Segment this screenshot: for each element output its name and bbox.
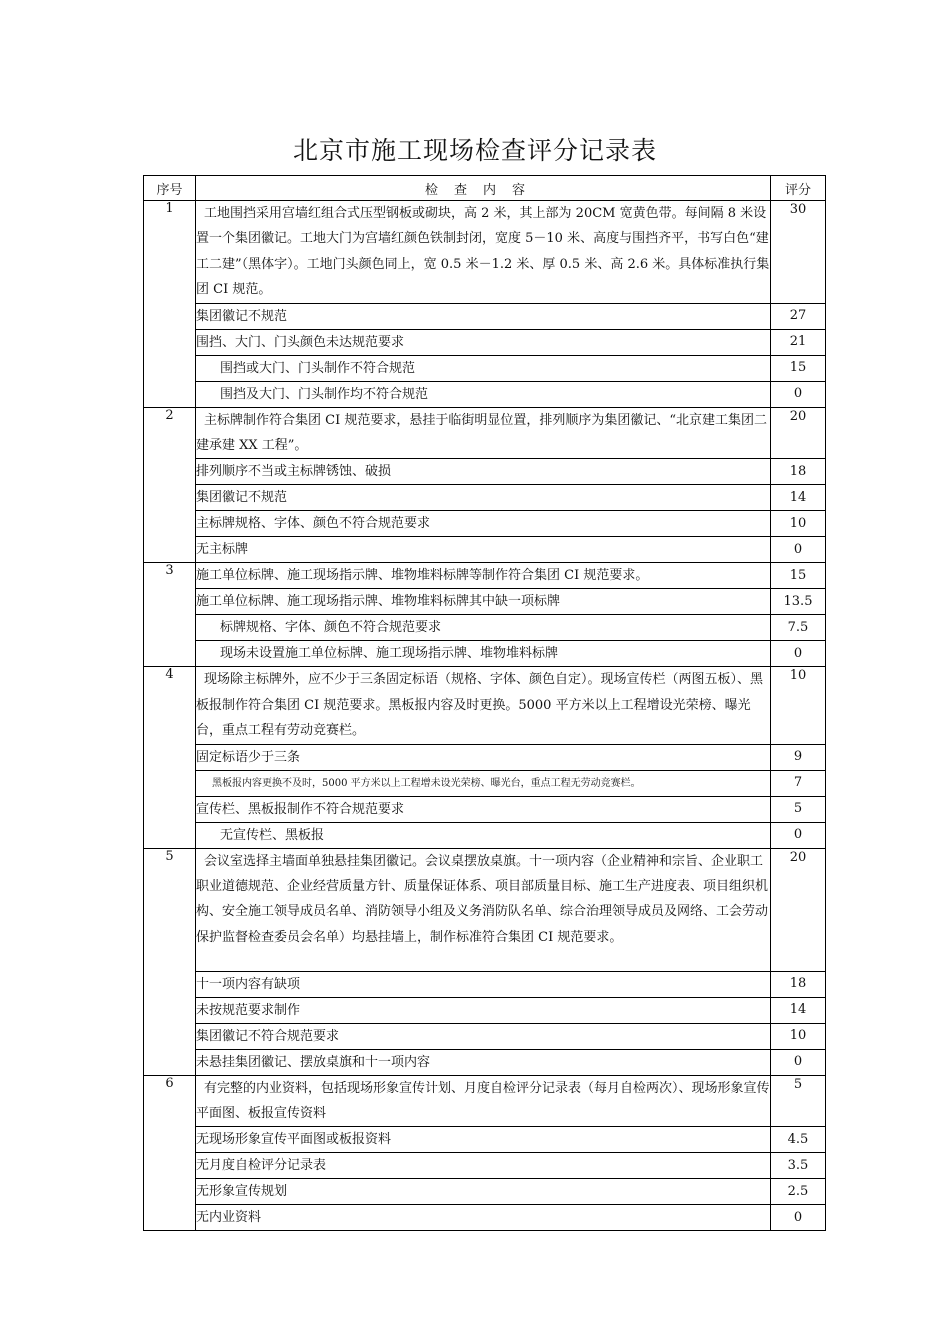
table-row: [144, 355, 826, 381]
table-row: [144, 303, 826, 329]
deduction-item: 现场未设置施工单位标牌、施工现场指示牌、堆物堆料标牌: [196, 641, 771, 667]
deduction-score: 14: [771, 997, 826, 1023]
deduction-item: 未悬挂集团徽记、摆放桌旗和十一项内容: [196, 1049, 771, 1075]
table-row: [144, 997, 826, 1023]
section-description: 主标牌制作符合集团 CI 规范要求，悬挂于临街明显位置，排列顺序为集团徽记、“北京建工集团二建承建 XX 工程”。: [196, 407, 771, 459]
deduction-item: 施工单位标牌、施工现场指示牌、堆物堆料标牌其中缺一项标牌: [196, 589, 771, 615]
table-row: [144, 1075, 826, 1127]
table-row: [144, 796, 826, 822]
deduction-score: 7.5: [771, 615, 826, 641]
section-score: 15: [771, 563, 826, 589]
deduction-score: 0: [771, 641, 826, 667]
deduction-item: 无主标牌: [196, 537, 771, 563]
deduction-score: 5: [771, 796, 826, 822]
deduction-score: 7: [771, 770, 826, 796]
deduction-item: 集团徽记不符合规范要求: [196, 1023, 771, 1049]
header-seq: 序号: [144, 176, 196, 201]
table-row: [144, 971, 826, 997]
table-row: [144, 770, 826, 796]
deduction-item: 排列顺序不当或主标牌锈蚀、破损: [196, 459, 771, 485]
table-row: [144, 201, 826, 304]
deduction-item: 固定标语少于三条: [196, 744, 771, 770]
deduction-score: 0: [771, 537, 826, 563]
section-number: 6: [144, 1075, 196, 1231]
page-title: 北京市施工现场检查评分记录表: [292, 136, 657, 165]
deduction-score: 2.5: [771, 1179, 826, 1205]
deduction-score: 10: [771, 511, 826, 537]
section-score: 20: [771, 848, 826, 971]
table-row: [144, 848, 826, 971]
deduction-score: 27: [771, 303, 826, 329]
deduction-score: 0: [771, 1049, 826, 1075]
deduction-score: 0: [771, 822, 826, 848]
deduction-score: 18: [771, 971, 826, 997]
deduction-score: 10: [771, 1023, 826, 1049]
deduction-item: 宣传栏、黑板报制作不符合规范要求: [196, 796, 771, 822]
deduction-item: 未按规范要求制作: [196, 997, 771, 1023]
table-row: [144, 511, 826, 537]
table-row: [144, 537, 826, 563]
deduction-score: 14: [771, 485, 826, 511]
table-row: [144, 1049, 826, 1075]
table-row: [144, 459, 826, 485]
deduction-item: 围挡、大门、门头颜色未达规范要求: [196, 329, 771, 355]
section-description: 施工单位标牌、施工现场指示牌、堆物堆料标牌等制作符合集团 CI 规范要求。: [196, 563, 771, 589]
deduction-score: 18: [771, 459, 826, 485]
section-score: 20: [771, 407, 826, 459]
deduction-item: 无宣传栏、黑板报: [196, 822, 771, 848]
section-description: 会议室选择主墙面单独悬挂集团徽记。会议桌摆放桌旗。十一项内容（企业精神和宗旨、企业职工职业道德规范、企业经营质量方针、质量保证体系、项目部质量目标、施工生产进度表、项目组织机构、安全施工领导成员名单、消防领导小组及义务消防队名单、综合治理领导成员及网络、工会劳动保护监督检查委员会名单）均悬挂墙上，制作标准符合集团 CI 规范要求。: [196, 848, 771, 971]
header-score: 评分: [771, 176, 826, 201]
table-row: [144, 563, 826, 589]
section-description: 现场除主标牌外，应不少于三条固定标语（规格、字体、颜色自定）。现场宣传栏（两图五板）、黑板报制作符合集团 CI 规范要求。黑板报内容及时更换。5000 平方米以上工程增设光荣榜、曝光台，重点工程有劳动竞赛栏。: [196, 667, 771, 744]
deduction-item: 围挡及大门、门头制作均不符合规范: [196, 381, 771, 407]
table-row: [144, 744, 826, 770]
section-description: 工地围挡采用宫墙红组合式压型钢板或砌块，高 2 米，其上部为 20CM 宽黄色带。每间隔 8 米设置一个集团徽记。工地大门为宫墙红颜色铁制封闭，宽度 5－10 米、高度与围挡齐平，书写白色“建工二建”（黑体字）。工地门头颜色同上，宽 0.5 米－1.2 米、厚 0.5 米、高 2.6 米。具体标准执行集团 CI 规范。: [196, 201, 771, 304]
table-row: [144, 589, 826, 615]
header-content: 检查内容: [196, 176, 771, 201]
table-row: [144, 485, 826, 511]
section-number: 5: [144, 848, 196, 1075]
table-header-row: [144, 176, 826, 201]
score-table: [143, 175, 826, 1231]
deduction-item: 黑板报内容更换不及时，5000 平方米以上工程增未设光荣榜、曝光台，重点工程无劳动竞赛栏。: [196, 770, 771, 796]
deduction-item: 集团徽记不规范: [196, 485, 771, 511]
table-row: [144, 381, 826, 407]
table-row: [144, 615, 826, 641]
table-row: [144, 667, 826, 744]
deduction-item: 标牌规格、字体、颜色不符合规范要求: [196, 615, 771, 641]
deduction-score: 9: [771, 744, 826, 770]
deduction-item: 围挡或大门、门头制作不符合规范: [196, 355, 771, 381]
deduction-item: 无内业资料: [196, 1205, 771, 1231]
deduction-item: 集团徽记不规范: [196, 303, 771, 329]
section-number: 3: [144, 563, 196, 667]
table-row: [144, 641, 826, 667]
section-description: 有完整的内业资料，包括现场形象宣传计划、月度自检评分记录表（每月自检两次）、现场形象宣传平面图、板报宣传资料: [196, 1075, 771, 1127]
section-number: 4: [144, 667, 196, 848]
table-row: [144, 1023, 826, 1049]
table-row: [144, 1205, 826, 1231]
deduction-item: 无月度自检评分记录表: [196, 1153, 771, 1179]
table-row: [144, 1179, 826, 1205]
deduction-item: 主标牌规格、字体、颜色不符合规范要求: [196, 511, 771, 537]
section-number: 2: [144, 407, 196, 563]
table-row: [144, 407, 826, 459]
table-row: [144, 822, 826, 848]
deduction-score: 13.5: [771, 589, 826, 615]
deduction-score: 0: [771, 1205, 826, 1231]
deduction-item: 无形象宣传规划: [196, 1179, 771, 1205]
table-row: [144, 329, 826, 355]
deduction-score: 21: [771, 329, 826, 355]
section-score: 10: [771, 667, 826, 744]
deduction-score: 4.5: [771, 1127, 826, 1153]
table-row: [144, 1153, 826, 1179]
deduction-score: 15: [771, 355, 826, 381]
section-score: 30: [771, 201, 826, 304]
deduction-item: 十一项内容有缺项: [196, 971, 771, 997]
deduction-score: 3.5: [771, 1153, 826, 1179]
section-score: 5: [771, 1075, 826, 1127]
table-row: [144, 1127, 826, 1153]
deduction-score: 0: [771, 381, 826, 407]
deduction-item: 无现场形象宣传平面图或板报资料: [196, 1127, 771, 1153]
section-number: 1: [144, 201, 196, 408]
